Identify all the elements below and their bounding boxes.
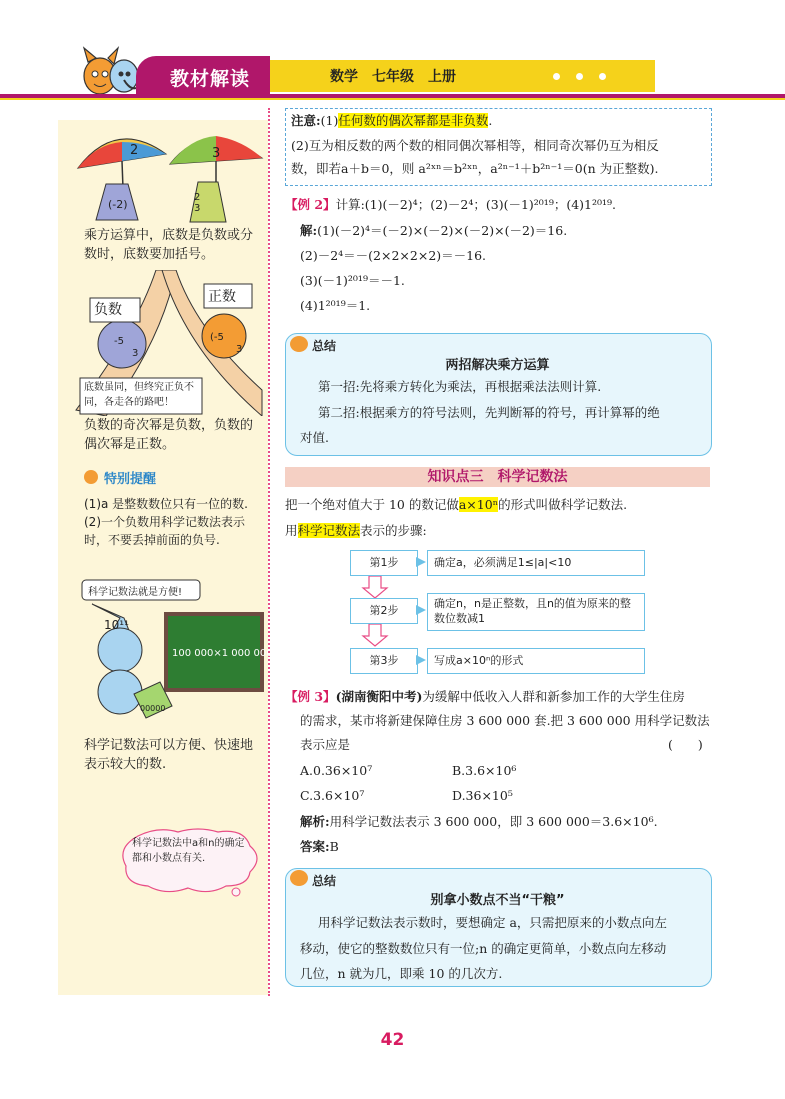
step-connector-icon xyxy=(416,654,428,666)
solution-line: (4)1²⁰¹⁹＝1. xyxy=(300,298,371,313)
analysis-text: 用科学记数法表示 3 600 000，即 3 600 000＝3.6×10⁶. xyxy=(329,814,658,829)
mascot-icon xyxy=(78,44,140,100)
board-small-label: 10¹¹ xyxy=(104,618,129,632)
figure-label: (-2) xyxy=(108,198,128,211)
step-description: 确定n，n是正整数，且n的值为原来的整 数位数减1 xyxy=(427,593,645,631)
figure-label: 3 xyxy=(236,344,243,355)
steps-intro: 表示的步骤: xyxy=(360,523,427,538)
header-bar xyxy=(270,60,655,92)
step-connector-icon xyxy=(416,604,428,616)
note-label: 注意: xyxy=(291,113,321,128)
option-a: A.0.36×10⁷ xyxy=(300,763,373,778)
definition-text: 把一个绝对值大于 10 的数记做 xyxy=(285,497,459,512)
header-subtitle: 数学 七年级 上册 xyxy=(330,69,456,85)
definition-text: 的形式叫做科学记数法. xyxy=(498,497,628,512)
umbrella-illustration xyxy=(66,124,266,224)
mascot-icon xyxy=(290,870,308,886)
example-label: 【例 2】 xyxy=(285,197,336,212)
header-dot xyxy=(576,73,583,80)
solution-line: (3)(－1)²⁰¹⁹＝－1. xyxy=(300,273,405,288)
umbrella-label: 3 xyxy=(212,146,221,161)
example-question: 为缓解中低收入人群和新参加工作的大学生住房 xyxy=(422,689,685,704)
header-dot xyxy=(553,73,560,80)
summary-title: 两招解决乘方运算 xyxy=(445,358,550,373)
tip-line: (1)a 是整数数位只有一位的数. xyxy=(84,497,248,511)
road-sign-negative: 负数 xyxy=(94,302,122,318)
board-pad: 00000 xyxy=(140,704,166,713)
page-header xyxy=(0,0,785,100)
note-line: 数，即若a＋b＝0，则 a²ˣⁿ＝b²ˣⁿ，a²ⁿ⁻¹＋b²ⁿ⁻¹＝0(n 为正整数). xyxy=(291,161,659,176)
analysis-label: 解析: xyxy=(300,814,330,829)
definition-formula: a×10ⁿ xyxy=(458,497,499,512)
header-dot xyxy=(599,73,606,80)
solution-line: (2)－2⁴＝－(2×2×2×2)＝－16. xyxy=(300,248,487,263)
sidebar-note: 乘方运算中，底数是负数或分数时，底数要加括号。 xyxy=(84,228,254,262)
summary-line: 移动，使它的整数数位只有一位;n 的确定更简单，小数点向左移动 xyxy=(300,941,667,956)
board-text: 100 000×1 000 000 xyxy=(172,648,273,659)
step-description: 写成a×10ⁿ的形式 xyxy=(427,648,645,674)
step-label: 第3步 xyxy=(350,648,418,674)
note-item-end: . xyxy=(488,113,493,128)
step-connector-icon xyxy=(416,556,428,568)
example-question: 计算:(1)(－2)⁴；(2)－2⁴；(3)(－1)²⁰¹⁹；(4)1²⁰¹⁹. xyxy=(335,197,617,212)
example-label: 【例 3】 xyxy=(285,689,336,704)
step-label: 第1步 xyxy=(350,550,418,576)
answer-label: 答案: xyxy=(300,839,330,854)
answer-value: B xyxy=(329,839,339,854)
note-item-prefix: (1) xyxy=(320,113,339,128)
summary-tag: 总结 xyxy=(312,874,337,888)
option-d: D.36×10⁵ xyxy=(452,788,513,803)
step-label: 第2步 xyxy=(350,598,418,624)
answer-blank: ( ) xyxy=(668,737,703,752)
sidebar-note: 负数的奇次幂是负数，负数的偶次幂是正数。 xyxy=(84,418,254,452)
steps-highlight: 科学记数法 xyxy=(297,523,361,538)
solution-line: (1)(－2)⁴＝(－2)×(－2)×(－2)×(－2)＝16. xyxy=(317,223,568,238)
board-speech: 科学记数法就是方便! xyxy=(88,587,183,598)
cloud-text: 科学记数法中a和n的确定都和小数点有关. xyxy=(132,838,245,864)
figure-label: 3 xyxy=(132,348,139,359)
section-title: 知识点三 科学记数法 xyxy=(427,469,568,485)
example-question: 表示应是 xyxy=(300,737,351,752)
tip-title: 特别提醒 xyxy=(104,472,157,487)
figure-label: 2 3 xyxy=(194,192,201,214)
summary-line: 对值. xyxy=(300,430,329,445)
column-divider xyxy=(268,108,272,996)
tip-line: (2)一个负数用科学记数法表示时，不要丢掉前面的负号. xyxy=(84,515,245,547)
summary-line: 用科学记数法表示数时，要想确定 a，只需把原来的小数点向左 xyxy=(318,915,667,930)
umbrella-label: 2 xyxy=(130,143,139,158)
sidebar-note: 科学记数法可以方便、快速地表示较大的数. xyxy=(84,738,254,772)
summary-line: 第二招:根据乘方的符号法则，先判断幂的符号，再计算幂的绝 xyxy=(318,405,660,420)
summary-title: 别拿小数点不当“干粮” xyxy=(430,893,565,908)
solution-label: 解: xyxy=(300,223,318,238)
example-question: 的需求，某市将新建保障住房 3 600 000 套.把 3 600 000 用科学记数法 xyxy=(300,713,710,728)
road-sign-positive: 正数 xyxy=(208,289,236,305)
page-number: 42 xyxy=(380,1030,405,1050)
steps-intro: 用 xyxy=(285,523,298,538)
header-section-title: 教材解读 xyxy=(170,68,251,90)
figure-label: (-5 xyxy=(210,332,224,343)
example-source: (湖南衡阳中考) xyxy=(335,689,423,704)
note-line: (2)互为相反数的两个数的相同偶次幂相等，相同奇次幂仍互为相反 xyxy=(291,138,659,153)
road-caption: 底数虽同，但终究正负不同，各走各的路吧！ xyxy=(84,382,194,408)
figure-label: -5 xyxy=(114,336,124,347)
header-rule-yellow xyxy=(0,98,785,100)
summary-tag: 总结 xyxy=(312,339,337,353)
summary-line: 第一招:先将乘方转化为乘法，再根据乘法法则计算. xyxy=(318,379,602,394)
summary-line: 几位，n 就为几，即乘 10 的几次方. xyxy=(300,966,503,981)
note-highlight: 任何数的偶次幂都是非负数 xyxy=(338,113,489,128)
mascot-icon xyxy=(290,336,308,352)
option-b: B.3.6×10⁶ xyxy=(452,763,517,778)
tip-icon xyxy=(84,470,98,484)
step-description: 确定a，必须满足1≤|a|<10 xyxy=(427,550,645,576)
option-c: C.3.6×10⁷ xyxy=(300,788,365,803)
